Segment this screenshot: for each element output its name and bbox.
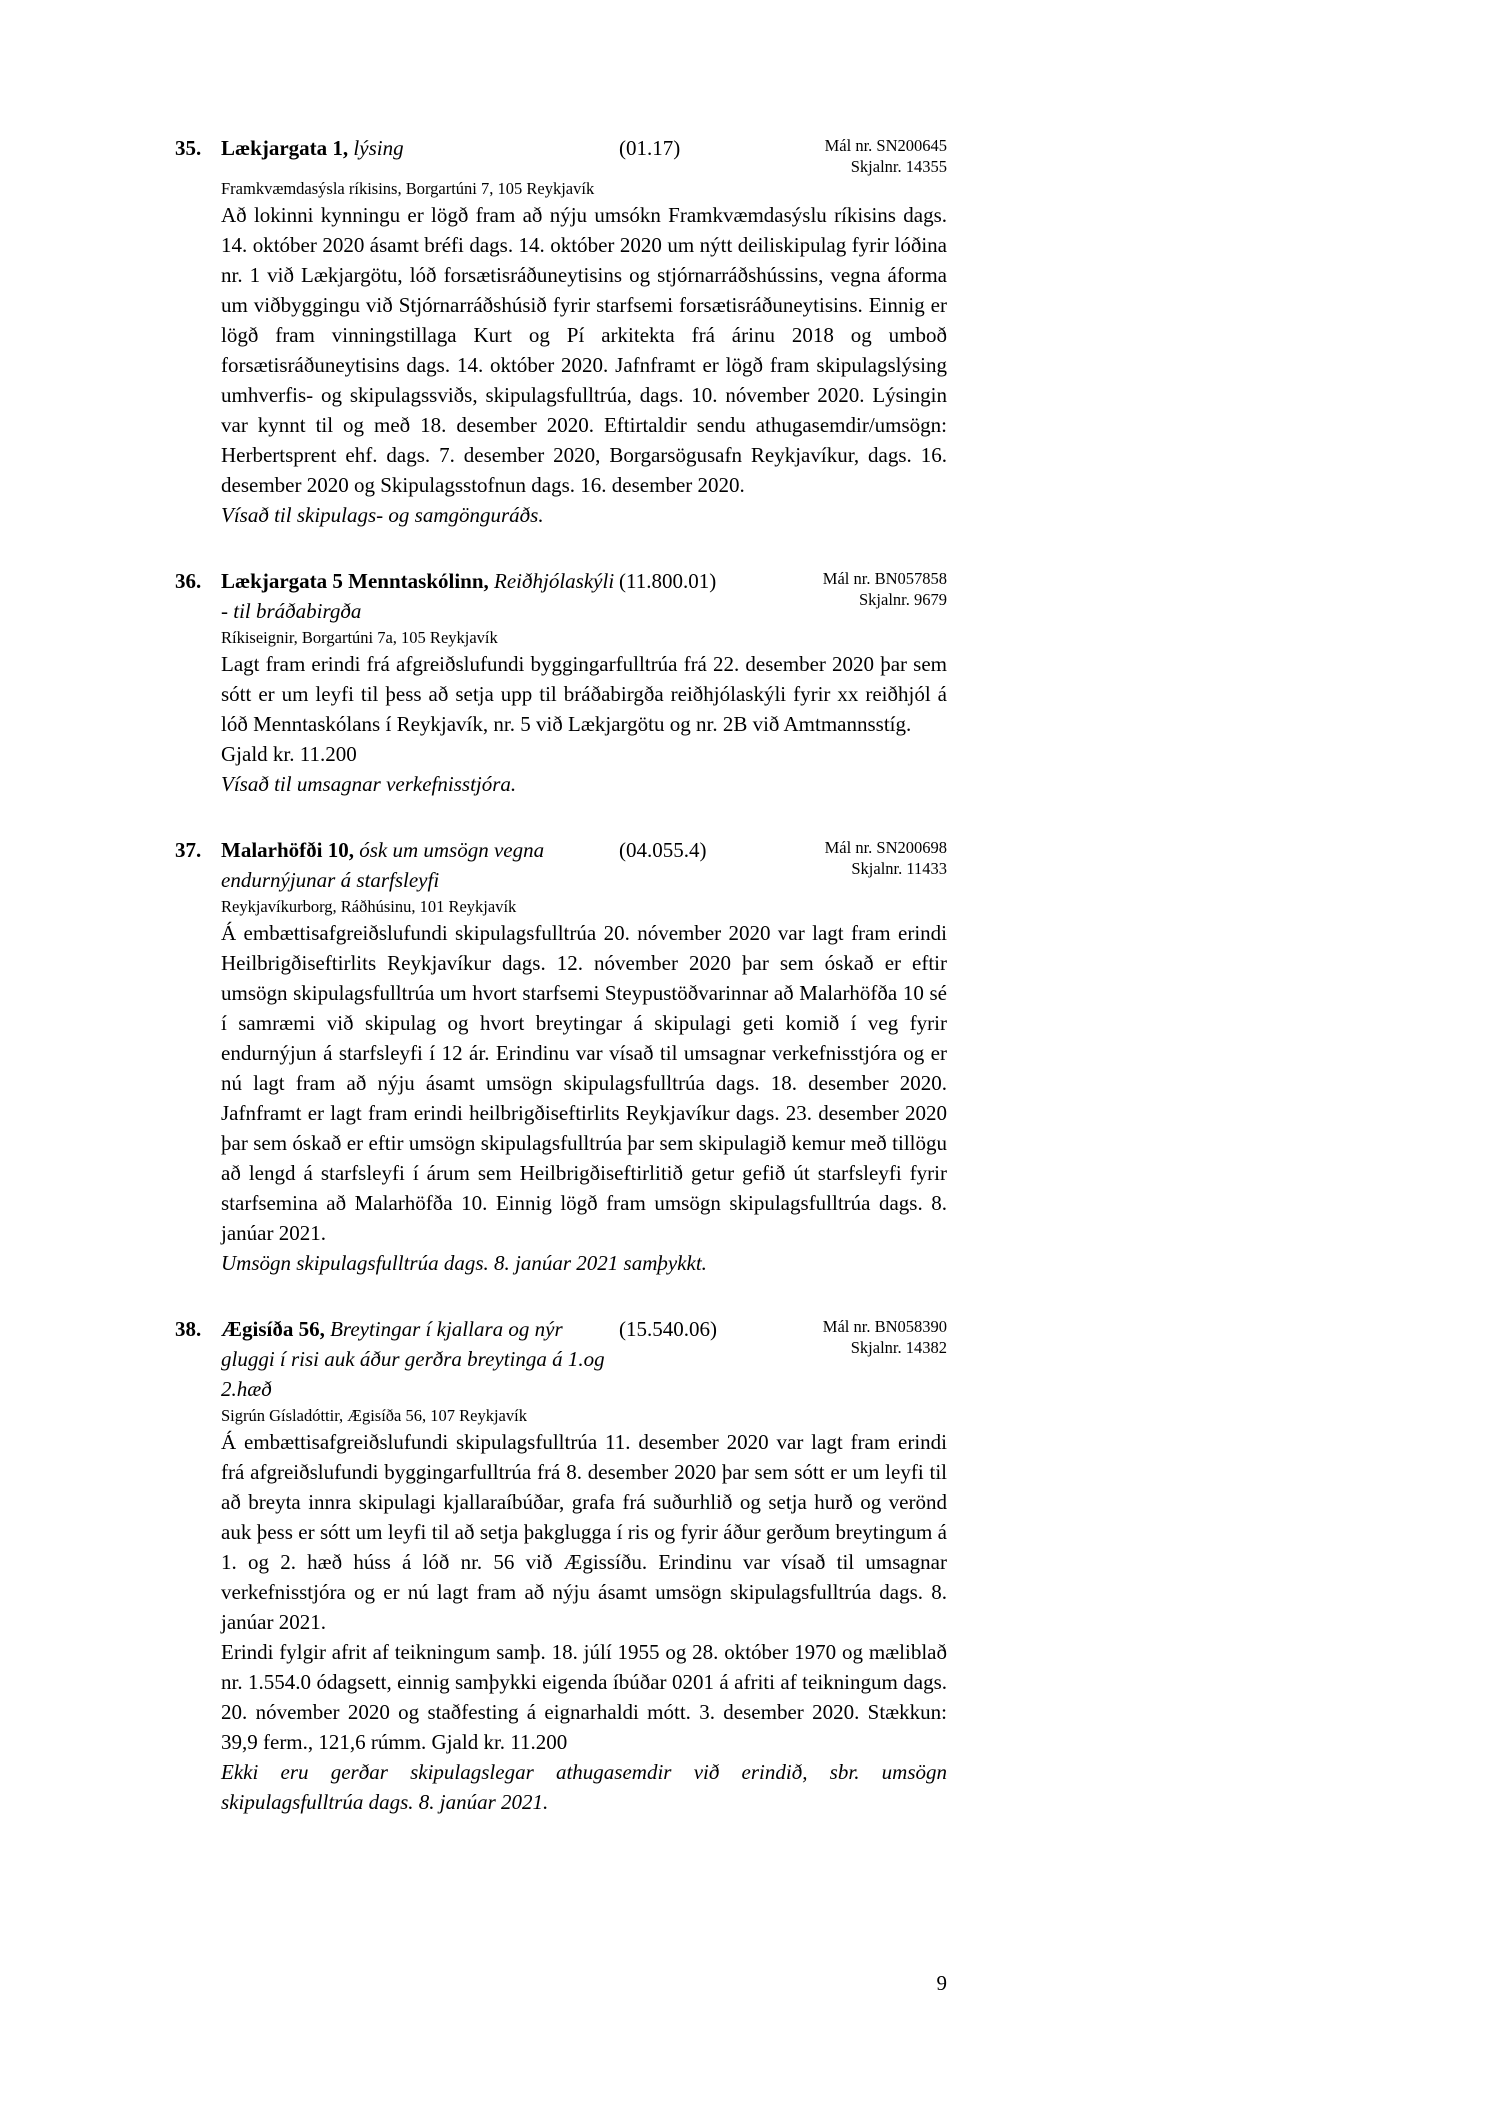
item-title	[221, 133, 619, 163]
item-title	[221, 566, 619, 626]
agenda-item	[175, 566, 947, 799]
item-subject: Reiðhjólaskýli - til bráðabirgða	[221, 569, 615, 623]
applicant-line: Sigrún Gísladóttir, Ægisíða 56, 107 Reykjavík	[221, 1406, 527, 1425]
applicant-line: Ríkiseignir, Borgartúni 7a, 105 Reykjavík	[221, 628, 498, 647]
item-location: Lækjargata 1,	[221, 136, 349, 160]
agenda-item	[175, 835, 947, 1278]
item-location: Lækjargata 5 Menntaskólinn,	[221, 569, 489, 593]
item-content	[221, 835, 947, 1278]
item-header	[221, 566, 947, 626]
body-paragraph: Gjald kr. 11.200	[221, 742, 357, 766]
item-content	[221, 566, 947, 799]
item-planning-code: (01.17)	[619, 136, 681, 160]
item-content	[221, 133, 947, 530]
conclusion-line: Ekki eru gerðar skipulagslegar athugasemdir við erindið, sbr. umsögn skipulagsfulltrúa dags. 8. janúar 2021.	[221, 1760, 947, 1814]
item-number: 38.	[175, 1317, 202, 1341]
item-body	[221, 649, 947, 769]
conclusion-line: Vísað til skipulags- og samgönguráðs.	[221, 503, 544, 527]
item-meta	[761, 566, 947, 610]
page-number: 9	[936, 1971, 947, 1995]
item-header	[221, 835, 947, 895]
item-location: Malarhöfði 10,	[221, 838, 354, 862]
item-planning-code: (11.800.01)	[619, 569, 717, 593]
item-number: 36.	[175, 569, 202, 593]
item-meta	[761, 1314, 947, 1358]
item-number: 35.	[175, 136, 202, 160]
item-subject: ósk um umsögn vegna endurnýjunar á starfsleyfi	[221, 838, 545, 892]
document-number: Skjalnr. 11433	[851, 859, 947, 878]
agenda-items	[175, 133, 947, 1853]
conclusion-line: Vísað til umsagnar verkefnisstjóra.	[221, 772, 517, 796]
conclusion-line: Umsögn skipulagsfulltrúa dags. 8. janúar 2021 samþykkt.	[221, 1251, 707, 1275]
item-subject: lýsing	[353, 136, 404, 160]
case-number: Mál nr. BN058390	[822, 1317, 947, 1336]
item-planning-code: (04.055.4)	[619, 838, 707, 862]
body-paragraph: Lagt fram erindi frá afgreiðslufundi byggingarfulltrúa frá 22. desember 2020 þar sem sótt er um leyfi til þess að setja upp til bráðabirgða reiðhjólaskýli fyrir xx reiðhjól á lóð Menntaskólans í Reykjavík, nr. 5 við Lækjargötu og nr. 2B við Amtmannsstíg.	[221, 652, 947, 736]
document-number: Skjalnr. 14355	[850, 157, 947, 176]
item-number: 37.	[175, 838, 202, 862]
item-meta	[761, 133, 947, 177]
agenda-item	[175, 1314, 947, 1817]
item-body	[221, 1427, 947, 1757]
item-planning-code: (15.540.06)	[619, 1317, 717, 1341]
item-body	[221, 918, 947, 1248]
item-header	[221, 1314, 947, 1404]
body-paragraph: Á embættisafgreiðslufundi skipulagsfulltrúa 11. desember 2020 var lagt fram erindi frá afgreiðslufundi byggingarfulltrúa frá 8. desember 2020 þar sem sótt er um leyfi til að breyta innra skipulagi kjallaraíbúðar, grafa frá suðurhlið og setja hurð og verönd auk þess er sótt um leyfi til að setja þakglugga í ris og fyrir áður gerðum breytingum á 1. og 2. hæð húss á lóð nr. 56 við Ægissíðu. Erindinu var vísað til umsagnar verkefnisstjóra og er nú lagt fram að nýju ásamt umsögn skipulagsfulltrúa dags. 8. janúar 2021.	[221, 1430, 947, 1634]
item-meta	[761, 835, 947, 879]
case-number: Mál nr. BN057858	[822, 569, 947, 588]
body-paragraph: Á embættisafgreiðslufundi skipulagsfulltrúa 20. nóvember 2020 var lagt fram erindi Heilbrigðiseftirlits Reykjavíkur dags. 12. nóvember 2020 þar sem óskað er eftir umsögn skipulagsfulltrúa um hvort starfsemi Steypustöðvarinnar að Malarhöfða 10 sé í samræmi við skipulag og hvort breytingar á skipulagi geti komið í veg fyrir endurnýjun á starfsleyfi í 12 ár. Erindinu var vísað til umsagnar verkefnisstjóra og er nú lagt fram að nýju ásamt umsögn skipulagsfulltrúa dags. 18. desember 2020. Jafnframt er lagt fram erindi heilbrigðiseftirlits Reykjavíkur dags. 23. desember 2020 þar sem óskað er eftir umsögn skipulagsfulltrúa þar sem skipulagið kemur með tillögu að lengd á starfsleyfi í árum sem Heilbrigðiseftirlitið getur gefið út starfsleyfi fyrir starfsemina að Malarhöfða 10. Einnig lögð fram umsögn skipulagsfulltrúa dags. 8. janúar 2021.	[221, 921, 947, 1245]
applicant-line: Framkvæmdasýsla ríkisins, Borgartúni 7, 105 Reykjavík	[221, 179, 595, 198]
case-number: Mál nr. SN200698	[824, 838, 947, 857]
body-paragraph: Erindi fylgir afrit af teikningum samþ. 18. júlí 1955 og 28. október 1970 og mæliblað nr. 1.554.0 ódagsett, einnig samþykki eigenda íbúðar 0201 á afriti af teikningum dags. 20. nóvember 2020 og staðfesting á eignarhaldi mótt. 3. desember 2020. Stækkun: 39,9 ferm., 121,6 rúmm. Gjald kr. 11.200	[221, 1640, 947, 1754]
body-paragraph: Að lokinni kynningu er lögð fram að nýju umsókn Framkvæmdasýslu ríkisins dags. 14. október 2020 ásamt bréfi dags. 14. október 2020 um nýtt deiliskipulag fyrir lóðina nr. 1 við Lækjargötu, lóð forsætisráðuneytisins og stjórnarráðshússins, vegna áforma um viðbyggingu við Stjórnarráðshúsið fyrir starfsemi forsætisráðuneytisins. Einnig er lögð fram vinningstillaga Kurt og Pí arkitekta frá árinu 2018 og umboð forsætisráðuneytisins dags. 14. október 2020. Jafnframt er lögð fram skipulagslýsing umhverfis- og skipulagssviðs, skipulagsfulltrúa, dags. 10. nóvember 2020. Lýsingin var kynnt til og með 18. desember 2020. Eftirtaldir sendu athugasemdir/umsögn: Herbertsprent ehf. dags. 7. desember 2020, Borgarsögusafn Reykjavíkur, dags. 16. desember 2020 og Skipulagsstofnun dags. 16. desember 2020.	[221, 203, 947, 497]
item-title	[221, 1314, 619, 1404]
item-subject: Breytingar í kjallara og nýr gluggi í risi auk áður gerðra breytinga á 1.og 2.hæð	[221, 1317, 605, 1401]
case-number: Mál nr. SN200645	[824, 136, 947, 155]
item-location: Ægisíða 56,	[221, 1317, 325, 1341]
applicant-line: Reykjavíkurborg, Ráðhúsinu, 101 Reykjavík	[221, 897, 517, 916]
item-title	[221, 835, 619, 895]
document-number: Skjalnr. 14382	[850, 1338, 947, 1357]
agenda-item	[175, 133, 947, 530]
item-header	[221, 133, 947, 177]
document-number: Skjalnr. 9679	[858, 590, 947, 609]
item-content	[221, 1314, 947, 1817]
item-body	[221, 200, 947, 500]
